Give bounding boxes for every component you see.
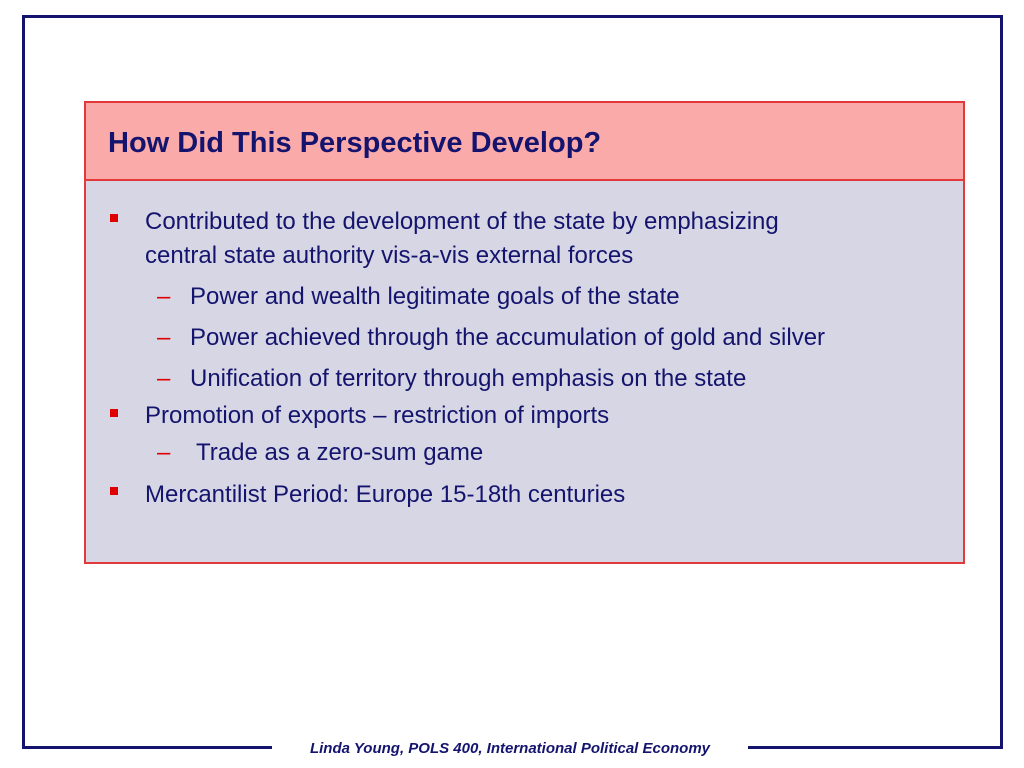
footer-text: Linda Young, POLS 400, International Political Economy <box>309 740 711 757</box>
bullet-3-line-1: Mercantilist Period: Europe 15-18th centuries <box>145 481 626 508</box>
sub-item-2-1: Trade as a zero-sum game <box>196 439 484 466</box>
sub-item-1-2: Power achieved through the accumulation of gold and silver <box>190 324 826 351</box>
bullet-marker <box>110 214 118 222</box>
sub-item-1-3: Unification of territory through emphasis on the state <box>190 365 747 392</box>
title-bar <box>86 103 963 181</box>
bullet-1-line-1: Contributed to the development of the state by emphasizing <box>145 208 779 235</box>
bullet-marker <box>110 487 118 495</box>
sub-bullet-marker: – <box>157 365 171 392</box>
content-box <box>84 101 965 564</box>
sub-bullet-marker: – <box>157 283 171 310</box>
bullet-2-line-1: Promotion of exports – restriction of imports <box>145 402 610 429</box>
sub-bullet-marker: – <box>157 439 171 466</box>
sub-item-1-1: Power and wealth legitimate goals of the state <box>190 283 680 310</box>
slide-title: How Did This Perspective Develop? <box>108 127 602 159</box>
sub-bullet-marker: – <box>157 324 171 351</box>
footer <box>272 740 748 756</box>
bullet-1-line-2: central state authority vis-a-vis external forces <box>145 242 634 269</box>
bullet-marker <box>110 409 118 417</box>
